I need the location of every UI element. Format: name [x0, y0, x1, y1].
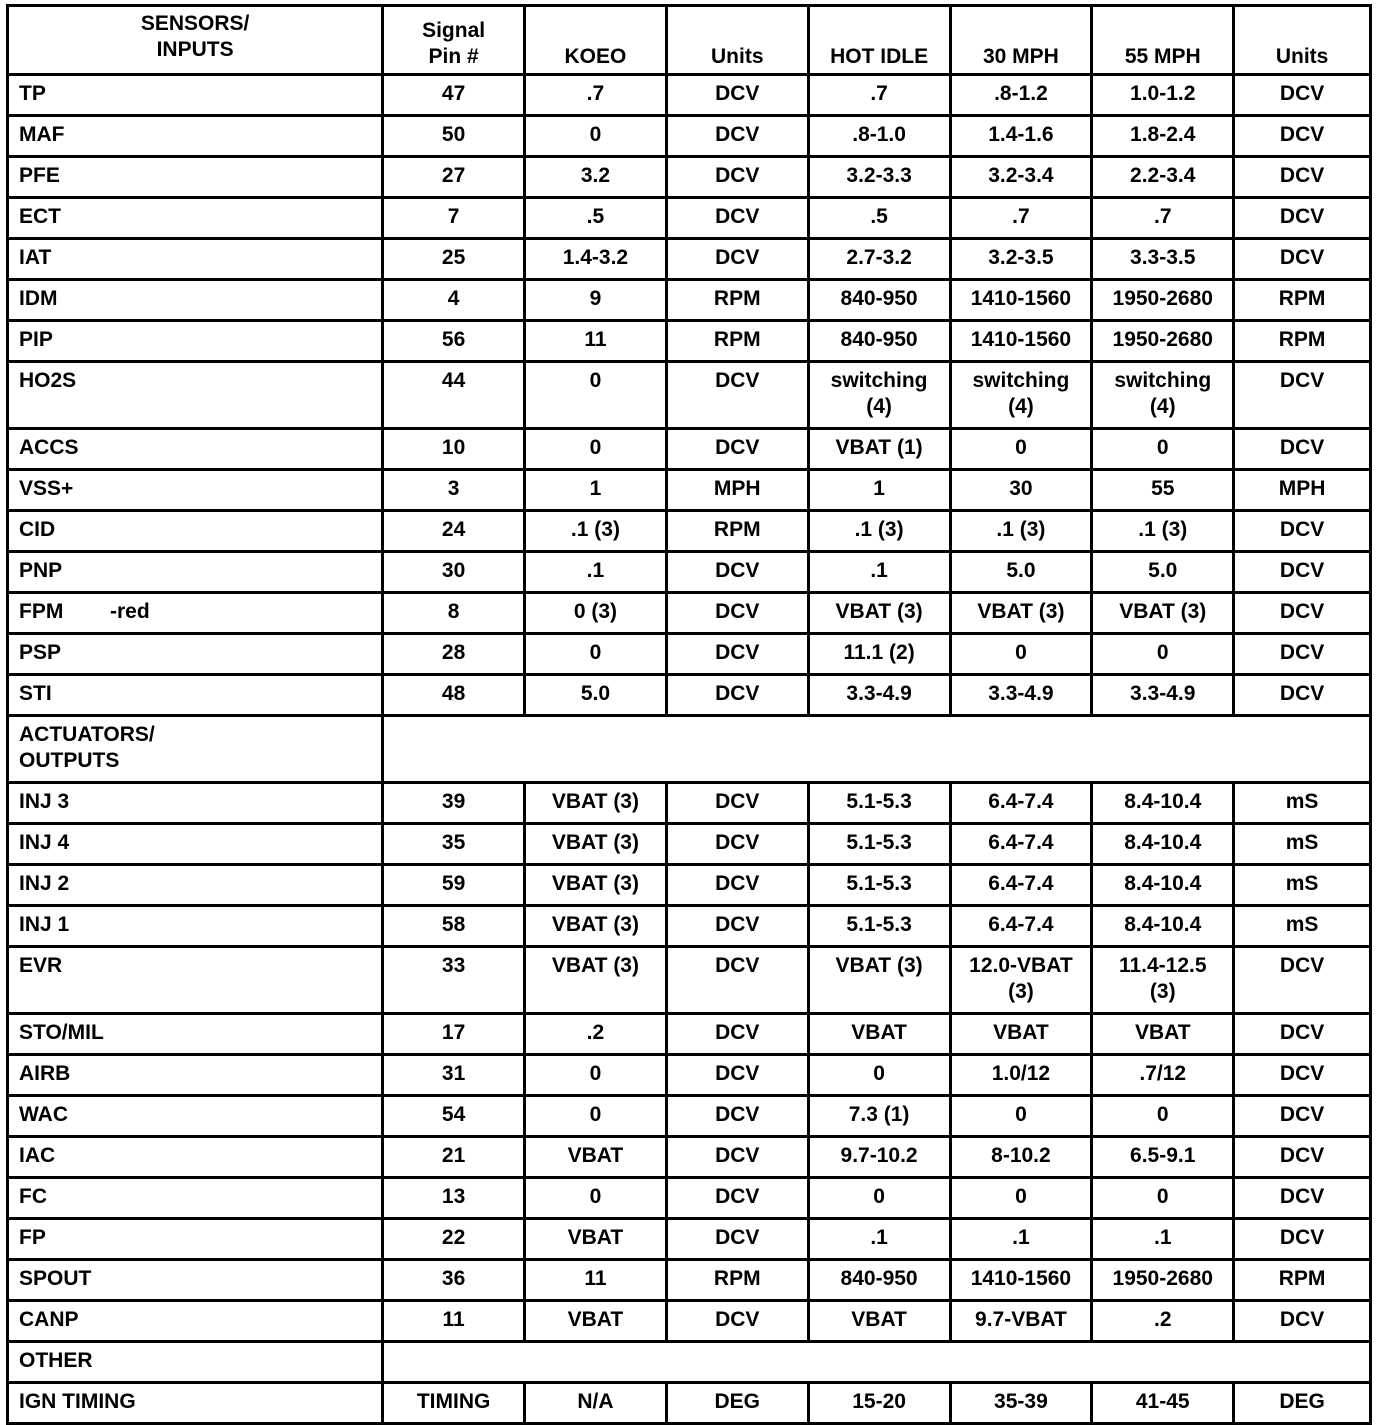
- table-cell: 1: [808, 470, 950, 511]
- row-label: PSP: [8, 634, 383, 675]
- table-cell: N/A: [525, 1383, 667, 1424]
- table-cell: DCV: [1234, 116, 1371, 157]
- table-cell: .1: [950, 1219, 1092, 1260]
- section-row: [8, 716, 1371, 783]
- table-cell: MPH: [1234, 470, 1371, 511]
- table-cell: VBAT (3): [525, 865, 667, 906]
- table-row: [8, 1260, 1371, 1301]
- table-cell: VBAT: [525, 1219, 667, 1260]
- table-cell: 28: [383, 634, 525, 675]
- table-row: [8, 75, 1371, 116]
- table-cell: 6.4-7.4: [950, 865, 1092, 906]
- table-cell: 11: [525, 321, 667, 362]
- table-cell: 27: [383, 157, 525, 198]
- table-cell: DCV: [666, 75, 808, 116]
- table-cell: 25: [383, 239, 525, 280]
- table-cell: 30: [950, 470, 1092, 511]
- table-cell: 33: [383, 947, 525, 1014]
- table-cell: 1.0-1.2: [1092, 75, 1234, 116]
- row-label: IGN TIMING: [8, 1383, 383, 1424]
- table-cell: DCV: [666, 1055, 808, 1096]
- table-cell: 3: [383, 470, 525, 511]
- table-cell: mS: [1234, 865, 1371, 906]
- table-cell: 0: [950, 429, 1092, 470]
- table-cell: 2.2-3.4: [1092, 157, 1234, 198]
- table-cell: DCV: [1234, 552, 1371, 593]
- table-cell: DCV: [666, 1137, 808, 1178]
- table-row: [8, 593, 1371, 634]
- table-cell: DEG: [666, 1383, 808, 1424]
- table-cell: 5.1-5.3: [808, 906, 950, 947]
- table-cell: 1410-1560: [950, 321, 1092, 362]
- table-cell: DCV: [1234, 429, 1371, 470]
- table-cell: 36: [383, 1260, 525, 1301]
- table-cell: DCV: [666, 1178, 808, 1219]
- table-cell: 0: [1092, 429, 1234, 470]
- row-label: ECT: [8, 198, 383, 239]
- table-cell: 9.7-10.2: [808, 1137, 950, 1178]
- table-cell: 8.4-10.4: [1092, 824, 1234, 865]
- table-cell: .7: [808, 75, 950, 116]
- table-cell: DCV: [1234, 947, 1371, 1014]
- table-cell: mS: [1234, 783, 1371, 824]
- row-label: INJ 1: [8, 906, 383, 947]
- row-label: VSS+: [8, 470, 383, 511]
- section-blank: [383, 1342, 1371, 1383]
- table-cell: 15-20: [808, 1383, 950, 1424]
- table-row: [8, 470, 1371, 511]
- table-cell: 840-950: [808, 321, 950, 362]
- sensors-section: [8, 75, 1371, 716]
- table-cell: 8-10.2: [950, 1137, 1092, 1178]
- table-cell: 31: [383, 1055, 525, 1096]
- table-cell: DCV: [666, 824, 808, 865]
- table-cell: .7: [1092, 198, 1234, 239]
- table-cell: VBAT (1): [808, 429, 950, 470]
- table-cell: VBAT: [1092, 1014, 1234, 1055]
- table-row: [8, 511, 1371, 552]
- table-cell: 11.1 (2): [808, 634, 950, 675]
- table-cell: RPM: [1234, 280, 1371, 321]
- table-cell: 35: [383, 824, 525, 865]
- table-row: [8, 783, 1371, 824]
- header-row: [8, 6, 1371, 75]
- table-row: [8, 321, 1371, 362]
- table-cell: 1.0/12: [950, 1055, 1092, 1096]
- table-cell: DCV: [666, 1301, 808, 1342]
- table-cell: DCV: [666, 1096, 808, 1137]
- table-cell: DCV: [666, 429, 808, 470]
- row-label: IAT: [8, 239, 383, 280]
- table-cell: DCV: [666, 362, 808, 429]
- table-row: [8, 675, 1371, 716]
- table-cell: 3.3-3.5: [1092, 239, 1234, 280]
- row-label: CID: [8, 511, 383, 552]
- table-cell: .1 (3): [1092, 511, 1234, 552]
- actuators-heading: [8, 716, 1371, 783]
- section-blank: [383, 716, 1371, 783]
- header-cell: 30 MPH: [950, 6, 1092, 75]
- table-cell: 5.1-5.3: [808, 824, 950, 865]
- table-cell: DCV: [666, 552, 808, 593]
- row-label: INJ 4: [8, 824, 383, 865]
- table-cell: 1410-1560: [950, 1260, 1092, 1301]
- table-row: [8, 865, 1371, 906]
- table-cell: DCV: [1234, 198, 1371, 239]
- table-cell: .8-1.0: [808, 116, 950, 157]
- row-label: PFE: [8, 157, 383, 198]
- table-cell: 41-45: [1092, 1383, 1234, 1424]
- table-cell: 1410-1560: [950, 280, 1092, 321]
- table-cell: DCV: [666, 634, 808, 675]
- table-cell: .1: [525, 552, 667, 593]
- table-cell: 47: [383, 75, 525, 116]
- table-cell: DCV: [1234, 1301, 1371, 1342]
- table-cell: 0: [950, 1178, 1092, 1219]
- table-cell: 7: [383, 198, 525, 239]
- table-cell: DCV: [1234, 157, 1371, 198]
- table-cell: VBAT (3): [525, 824, 667, 865]
- table-row: [8, 116, 1371, 157]
- table-cell: .1: [1092, 1219, 1234, 1260]
- table-cell: 0: [808, 1055, 950, 1096]
- table-cell: DCV: [666, 675, 808, 716]
- table-cell: 55: [1092, 470, 1234, 511]
- table-row: [8, 1137, 1371, 1178]
- row-label: TP: [8, 75, 383, 116]
- table-cell: 3.3-4.9: [808, 675, 950, 716]
- table-cell: 3.2-3.4: [950, 157, 1092, 198]
- table-cell: 50: [383, 116, 525, 157]
- table-cell: 39: [383, 783, 525, 824]
- table-cell: 48: [383, 675, 525, 716]
- table-cell: 11: [525, 1260, 667, 1301]
- table-row: [8, 906, 1371, 947]
- table-row: [8, 1301, 1371, 1342]
- table-cell: 3.3-4.9: [1092, 675, 1234, 716]
- row-label: INJ 2: [8, 865, 383, 906]
- table-cell: 840-950: [808, 1260, 950, 1301]
- table-cell: TIMING: [383, 1383, 525, 1424]
- table-cell: 7.3 (1): [808, 1096, 950, 1137]
- table-cell: DCV: [666, 157, 808, 198]
- table-row: [8, 1383, 1371, 1424]
- table-cell: 21: [383, 1137, 525, 1178]
- table-cell: 3.3-4.9: [950, 675, 1092, 716]
- table-cell: RPM: [1234, 1260, 1371, 1301]
- table-cell: 1950-2680: [1092, 321, 1234, 362]
- table-cell: .7/12: [1092, 1055, 1234, 1096]
- table-cell: 12.0-VBAT (3): [950, 947, 1092, 1014]
- header-cell: Signal Pin #: [383, 6, 525, 75]
- table-cell: 3.2-3.5: [950, 239, 1092, 280]
- row-label: STI: [8, 675, 383, 716]
- table-cell: DCV: [1234, 1014, 1371, 1055]
- row-label: FP: [8, 1219, 383, 1260]
- table-cell: mS: [1234, 906, 1371, 947]
- table-cell: RPM: [666, 280, 808, 321]
- table-cell: DCV: [666, 906, 808, 947]
- table-row: [8, 1219, 1371, 1260]
- table-cell: DCV: [1234, 1096, 1371, 1137]
- row-label: WAC: [8, 1096, 383, 1137]
- table-cell: DCV: [1234, 1219, 1371, 1260]
- table-cell: .1 (3): [950, 511, 1092, 552]
- row-label: PNP: [8, 552, 383, 593]
- table-cell: switching (4): [1092, 362, 1234, 429]
- table-cell: DCV: [666, 865, 808, 906]
- table-cell: 0 (3): [525, 593, 667, 634]
- table-cell: 0: [950, 1096, 1092, 1137]
- table-row: [8, 947, 1371, 1014]
- table-cell: 11: [383, 1301, 525, 1342]
- table-cell: 3.2-3.3: [808, 157, 950, 198]
- header-cell: SENSORS/ INPUTS: [8, 6, 383, 75]
- table-cell: .7: [950, 198, 1092, 239]
- table-row: [8, 824, 1371, 865]
- row-label: EVR: [8, 947, 383, 1014]
- header-cell: Units: [1234, 6, 1371, 75]
- table-cell: VBAT (3): [1092, 593, 1234, 634]
- table-cell: .5: [525, 198, 667, 239]
- table-cell: DCV: [1234, 1055, 1371, 1096]
- table-cell: 2.7-3.2: [808, 239, 950, 280]
- table-cell: DCV: [1234, 1137, 1371, 1178]
- table-row: [8, 1178, 1371, 1219]
- row-label: INJ 3: [8, 783, 383, 824]
- table-cell: switching (4): [950, 362, 1092, 429]
- table-cell: 9: [525, 280, 667, 321]
- header-cell: HOT IDLE: [808, 6, 950, 75]
- section-row: [8, 1342, 1371, 1383]
- table-cell: 0: [950, 634, 1092, 675]
- table-cell: VBAT (3): [525, 906, 667, 947]
- table-cell: 0: [525, 116, 667, 157]
- table-cell: 5.0: [1092, 552, 1234, 593]
- table-cell: VBAT (3): [808, 947, 950, 1014]
- table-cell: RPM: [666, 321, 808, 362]
- table-cell: 0: [525, 429, 667, 470]
- row-label: MAF: [8, 116, 383, 157]
- table-cell: VBAT (3): [525, 783, 667, 824]
- table-cell: DCV: [666, 783, 808, 824]
- table-cell: 8.4-10.4: [1092, 783, 1234, 824]
- table-cell: DCV: [1234, 675, 1371, 716]
- section-label: OTHER: [8, 1342, 383, 1383]
- table-cell: DEG: [1234, 1383, 1371, 1424]
- table-cell: VBAT (3): [525, 947, 667, 1014]
- table-cell: DCV: [666, 1014, 808, 1055]
- table-cell: .1: [808, 1219, 950, 1260]
- row-label: PIP: [8, 321, 383, 362]
- table-cell: .1 (3): [525, 511, 667, 552]
- table-row: [8, 280, 1371, 321]
- table-cell: .1 (3): [808, 511, 950, 552]
- table-cell: DCV: [1234, 75, 1371, 116]
- table-row: [8, 552, 1371, 593]
- table-cell: 0: [1092, 1178, 1234, 1219]
- table-cell: 0: [1092, 1096, 1234, 1137]
- table-cell: 0: [1092, 634, 1234, 675]
- table-row: [8, 157, 1371, 198]
- table-cell: VBAT: [525, 1301, 667, 1342]
- actuators-section: [8, 783, 1371, 1342]
- table-cell: 0: [808, 1178, 950, 1219]
- table-cell: 5.1-5.3: [808, 865, 950, 906]
- table-row: [8, 1096, 1371, 1137]
- row-label: SPOUT: [8, 1260, 383, 1301]
- row-label: IAC: [8, 1137, 383, 1178]
- table-cell: switching (4): [808, 362, 950, 429]
- row-label: ACCS: [8, 429, 383, 470]
- table-cell: VBAT: [808, 1014, 950, 1055]
- table-cell: DCV: [1234, 362, 1371, 429]
- table-row: [8, 634, 1371, 675]
- pin-voltage-table: [6, 4, 1372, 1425]
- header-cell: Units: [666, 6, 808, 75]
- other-section: [8, 1383, 1371, 1424]
- table-cell: RPM: [1234, 321, 1371, 362]
- table-cell: 6.4-7.4: [950, 783, 1092, 824]
- row-label: CANP: [8, 1301, 383, 1342]
- table-cell: 8: [383, 593, 525, 634]
- table-row: [8, 1055, 1371, 1096]
- table-cell: 8.4-10.4: [1092, 865, 1234, 906]
- table-row: [8, 239, 1371, 280]
- row-label: FPM -red: [8, 593, 383, 634]
- table-cell: 44: [383, 362, 525, 429]
- table-cell: 3.2: [525, 157, 667, 198]
- table-cell: 1.4-3.2: [525, 239, 667, 280]
- table-cell: DCV: [1234, 634, 1371, 675]
- row-label: AIRB: [8, 1055, 383, 1096]
- table-cell: .1: [808, 552, 950, 593]
- table-cell: VBAT: [950, 1014, 1092, 1055]
- table-cell: VBAT (3): [808, 593, 950, 634]
- table-cell: 1950-2680: [1092, 280, 1234, 321]
- table-cell: DCV: [666, 947, 808, 1014]
- table-cell: 1.4-1.6: [950, 116, 1092, 157]
- table-cell: 5.0: [525, 675, 667, 716]
- table-cell: 13: [383, 1178, 525, 1219]
- table-cell: 58: [383, 906, 525, 947]
- table-cell: 9.7-VBAT: [950, 1301, 1092, 1342]
- section-label: ACTUATORS/ OUTPUTS: [8, 716, 383, 783]
- table-cell: VBAT (3): [950, 593, 1092, 634]
- table-cell: DCV: [1234, 1178, 1371, 1219]
- table-cell: 0: [525, 1178, 667, 1219]
- table-cell: 4: [383, 280, 525, 321]
- row-label: HO2S: [8, 362, 383, 429]
- row-label: STO/MIL: [8, 1014, 383, 1055]
- table-cell: 0: [525, 1055, 667, 1096]
- table-cell: DCV: [1234, 511, 1371, 552]
- table-cell: 24: [383, 511, 525, 552]
- table-cell: 6.4-7.4: [950, 906, 1092, 947]
- table-cell: 30: [383, 552, 525, 593]
- table-row: [8, 198, 1371, 239]
- table-cell: 0: [525, 362, 667, 429]
- table-cell: 22: [383, 1219, 525, 1260]
- table-row: [8, 429, 1371, 470]
- table-cell: 0: [525, 634, 667, 675]
- table-row: [8, 1014, 1371, 1055]
- table-cell: 8.4-10.4: [1092, 906, 1234, 947]
- table-cell: 10: [383, 429, 525, 470]
- table-row: [8, 362, 1371, 429]
- table-cell: 56: [383, 321, 525, 362]
- table-cell: 11.4-12.5 (3): [1092, 947, 1234, 1014]
- table-cell: .8-1.2: [950, 75, 1092, 116]
- table-cell: 0: [525, 1096, 667, 1137]
- header-cell: KOEO: [525, 6, 667, 75]
- table-cell: .2: [1092, 1301, 1234, 1342]
- table-cell: DCV: [666, 593, 808, 634]
- row-label: IDM: [8, 280, 383, 321]
- table-cell: 5.1-5.3: [808, 783, 950, 824]
- table-cell: DCV: [666, 116, 808, 157]
- table-cell: DCV: [666, 1219, 808, 1260]
- table-cell: 1950-2680: [1092, 1260, 1234, 1301]
- other-heading: [8, 1342, 1371, 1383]
- table-cell: 1: [525, 470, 667, 511]
- table-cell: RPM: [666, 1260, 808, 1301]
- row-label: FC: [8, 1178, 383, 1219]
- table-cell: 6.5-9.1: [1092, 1137, 1234, 1178]
- table-cell: 840-950: [808, 280, 950, 321]
- table-cell: RPM: [666, 511, 808, 552]
- table-cell: VBAT: [808, 1301, 950, 1342]
- table-cell: 6.4-7.4: [950, 824, 1092, 865]
- table-cell: DCV: [666, 198, 808, 239]
- table-cell: .7: [525, 75, 667, 116]
- table-cell: VBAT: [525, 1137, 667, 1178]
- table-cell: 54: [383, 1096, 525, 1137]
- table-cell: MPH: [666, 470, 808, 511]
- table-cell: 1.8-2.4: [1092, 116, 1234, 157]
- table-cell: .5: [808, 198, 950, 239]
- table-cell: mS: [1234, 824, 1371, 865]
- table-cell: DCV: [1234, 593, 1371, 634]
- table-cell: .2: [525, 1014, 667, 1055]
- table-cell: 35-39: [950, 1383, 1092, 1424]
- header-cell: 55 MPH: [1092, 6, 1234, 75]
- table-cell: 5.0: [950, 552, 1092, 593]
- table-cell: DCV: [666, 239, 808, 280]
- table-cell: 17: [383, 1014, 525, 1055]
- table-cell: DCV: [1234, 239, 1371, 280]
- table-cell: 59: [383, 865, 525, 906]
